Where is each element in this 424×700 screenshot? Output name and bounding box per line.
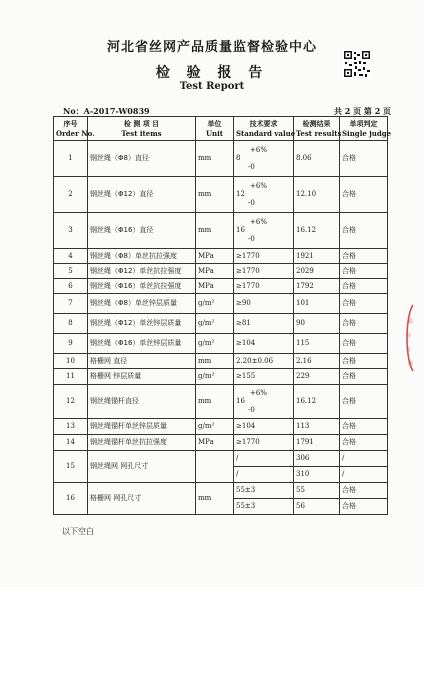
table-row: 5 钢丝绳（Φ12）单丝抗拉强度 MPa ≥1770 2029 合格 [54, 264, 388, 279]
table-row: 4 钢丝绳（Φ8）单丝抗拉强度 MPa ≥1770 1921 合格 [54, 249, 388, 264]
header-results: 检测结果 Test results [294, 117, 340, 141]
svg-text:质: 质 [408, 319, 414, 325]
svg-text:检: 检 [406, 333, 412, 339]
table-header-row [54, 117, 388, 141]
header-item: 检 测 项 目 Test items [88, 117, 196, 141]
table-row: 16 格栅网 网孔尺寸 mm 55±3 55 合格 [54, 483, 388, 499]
report-title-en: Test Report [179, 81, 245, 92]
header-judge: 单项判定 Single judge [340, 117, 388, 141]
report-number: No：A-2017-W0839 [63, 106, 150, 116]
table-row: 55±3 56 合格 [54, 499, 388, 515]
qr-code-icon [343, 50, 371, 78]
table-row: 9 钢丝绳（Φ16）单丝锌层质量 g/m² ≥104 115 合格 [54, 334, 388, 354]
table-row: 12 钢丝绳锚杆直径 mm +6% 16 -0 16.12 合格 [54, 385, 388, 419]
organization-name: 河北省丝网产品质量监督检验中心 [106, 40, 317, 55]
seal-stamp-icon [401, 303, 415, 373]
table-row: 11 格栅网 锌层质量 g/m² ≥155 229 合格 [54, 369, 388, 385]
page-number: 共 2 页 第 2 页 [334, 106, 392, 116]
header-order: 序号 Order No. [54, 117, 88, 141]
report-title-cn: 检 验 报 告 [155, 65, 269, 81]
table-row: 13 钢丝绳锚杆单丝锌层质量 g/m² ≥104 113 合格 [54, 419, 388, 435]
header-standard: 技术要求 Standard value [234, 117, 294, 141]
table-row: 8 钢丝绳（Φ12）单丝锌层质量 g/m² ≥81 90 合格 [54, 314, 388, 334]
svg-text:专: 专 [406, 347, 412, 353]
test-results-table [53, 116, 392, 515]
table-row: 1 钢丝绳（Φ8）直径 mm +6% 8 -0 8.06 合格 [54, 141, 388, 177]
svg-text:用: 用 [408, 361, 414, 367]
table-row: 2 钢丝绳（Φ12）直径 mm +6% 12 -0 12.10 合格 [54, 177, 388, 213]
table-row: 3 钢丝绳（Φ16）直径 mm +6% 16 -0 16.12 合格 [54, 213, 388, 249]
table-row: / 310 / [54, 467, 388, 483]
blank-area [0, 587, 424, 700]
end-note: 以下空白 [62, 527, 94, 536]
header-unit: 单位 Unit [196, 117, 234, 141]
table-row: 6 钢丝绳（Φ16）单丝抗拉强度 MPa ≥1770 1792 合格 [54, 279, 388, 294]
table-row: 15 钢丝绳网 网孔尺寸 / 306 / [54, 451, 388, 467]
table-row: 7 钢丝绳（Φ8）单丝锌层质量 g/m² ≥90 101 合格 [54, 294, 388, 314]
table-row: 14 钢丝绳锚杆单丝抗拉强度 MPa ≥1770 1791 合格 [54, 435, 388, 451]
table-row: 10 格栅网 直径 mm 2.20±0.06 2.16 合格 [54, 354, 388, 369]
